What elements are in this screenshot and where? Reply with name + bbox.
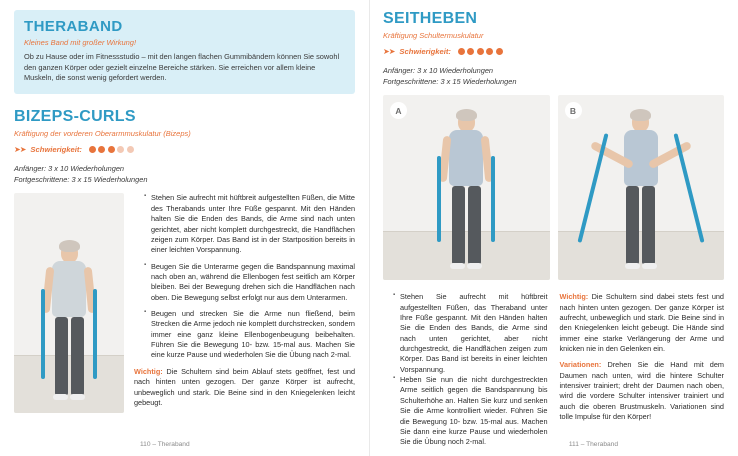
difficulty-dot <box>467 48 474 55</box>
difficulty-dot <box>108 146 115 153</box>
double-arrow-icon: ➤➤ <box>383 47 395 56</box>
left-reps <box>14 163 355 185</box>
left-reps-beginner: Anfänger: 3 x 10 Wiederholungen <box>14 164 125 174</box>
right-exercise-title: SEITHEBEN <box>383 10 478 27</box>
figure-shoe-left <box>450 263 465 269</box>
right-variation-label: Variationen: <box>559 360 602 370</box>
figure-leg-right <box>642 186 655 264</box>
intro-title: THERABAND <box>24 18 123 35</box>
left-difficulty-dots <box>89 146 134 153</box>
step-item: ▪ Beugen und strecken Sie die Arme nun fließend, beim Strecken die Arme jedoch nie komplett durchstrecken, sondern immer eine ganz kleine Ellenbogenbeugung beibehalten. Führen Sie die Bewegung 10- bzw. 15-mal aus. Machen Sie eine kurze Pause und wiederholen Sie die Übung nach 2-mal. <box>144 309 355 361</box>
right-steps-column <box>383 292 548 453</box>
figure-illustration <box>615 112 667 269</box>
figure-legs <box>53 317 85 395</box>
right-variation <box>560 360 725 422</box>
left-body <box>14 193 355 413</box>
left-note-label: Wichtig: <box>134 366 163 376</box>
step-item: ▪ Stehen Sie aufrecht mit hüftbreit aufgestellten Füßen, die Mitte des Therabands unter Ihre Füße gespannt. Mit den Händen halten Sie die Enden des Bands, die Arme sind nach unten gerichtet, aber nicht komplett durchgestreckt, die Handflächen zeigen zum Körper. Das Band ist in der Startposition bereits in einer leichten Vorspannung. <box>144 193 355 255</box>
left-text-column <box>134 193 355 413</box>
right-exercise-subtitle: Kräftigung Schultermuskulatur <box>383 31 484 40</box>
photo-badge-b: B <box>565 102 582 119</box>
figure-shoes <box>440 264 492 269</box>
right-page-footer: 111 – Theraband <box>568 441 618 448</box>
figure-shoes <box>43 395 95 400</box>
figure-hair <box>59 240 80 252</box>
right-notes-column <box>560 292 725 453</box>
right-variation-text: Drehen Sie die Hand mit dem Daumen nach unten, wird die hintere Schulter intensiver trainiert; dreht der Daumen nach oben, wird die vordere Schulter intensiver trainiert und auch die oberen Brustmuskeln. Variationen sind tolle Impulse für den Körper! <box>559 360 724 422</box>
right-reps-beginner: Anfänger: 3 x 10 Wiederholungen <box>383 66 494 75</box>
right-difficulty-row <box>383 47 724 56</box>
intro-text: Ob zu Hause oder im Fitnessstudio – mit den langen flachen Gummibändern können Sie sowohl den ganzen Körper oder gezielt einzelne Bereiche stärken. Sie erreichen vor allem kleine Muskeln, die sonst wenig gefordert werden. <box>24 52 340 83</box>
right-reps-advanced: Fortgeschrittene: 3 x 15 Wiederholungen <box>383 77 517 87</box>
difficulty-dot <box>98 146 105 153</box>
double-arrow-icon: ➤➤ <box>14 145 26 155</box>
left-page-footer: 110 – Theraband <box>140 441 190 448</box>
right-note-text: Die Schultern sind dabei stets fest und nach hinten unten gezogen. Der ganze Körper ist aufrecht, unbeweglich und stark. Die Beine sind in den Kniegelenken leicht gebeugt. Die Hände sind immer eine starke Verlängerung der Arme und knicken nie in den Gelenken ein. <box>559 292 724 354</box>
step-item: ▪ Heben Sie nun die nicht durchgestreckten Arme seitlich gegen die Bandspannung bis Schulterhöhe an. Halten Sie kurz und senken Sie die Arme kontrolliert wieder. Führen Sie die Bewegung 10- bzw. 15-mal aus. Machen Sie dann eine kurze Pause und wiederholen Sie die Übung noch 2-mal. <box>393 375 548 448</box>
figure-legs <box>450 186 482 264</box>
right-photo-row <box>383 95 724 280</box>
figure-leg-right <box>71 317 84 395</box>
figure-hair <box>630 109 651 121</box>
theraband-strand-left <box>41 289 45 379</box>
photo-badge-a: A <box>390 102 407 119</box>
difficulty-dot <box>477 48 484 55</box>
figure-illustration <box>440 112 492 269</box>
right-note-label: Wichtig: <box>559 292 589 302</box>
difficulty-dot <box>486 48 493 55</box>
left-exercise-title: BIZEPS-CURLS <box>14 108 136 126</box>
left-exercise-subtitle: Kräftigung der vorderen Oberarmmuskulatur (Bizeps) <box>14 129 191 139</box>
step-item: ▪ Beugen Sie die Unterarme gegen die Bandspannung maximal nach oben an, während die Ellenbogen fest seitlich am Körper bleiben. Bei der Bewegung drehen sich die Handflächen nach oben. Die Bewegung selbst erfolgt nur aus dem Unterarmen. <box>144 262 355 303</box>
difficulty-dot <box>117 146 124 153</box>
figure-leg-left <box>55 317 68 395</box>
figure-leg-left <box>452 186 465 264</box>
figure-shoe-right <box>70 394 85 400</box>
right-text-columns <box>383 292 724 453</box>
figure-shoes <box>615 264 667 269</box>
figure-torso <box>52 261 86 317</box>
right-page <box>369 0 738 456</box>
step-item: ▪ Stehen Sie aufrecht mit hüftbreit aufgestellten Füßen, das Theraband unter Ihre Füße gespannt. Mit den Händen halten Sie die Enden des Bands, die Arme sind nach unten gerichtet, aber nicht durchgestreckt, die Handflächen zeigen zum Körper. Das Band ist bereits in einer leichten Vorspannung. <box>393 292 548 375</box>
difficulty-dot <box>127 146 134 153</box>
right-difficulty-dots <box>458 48 503 55</box>
figure-shoe-right <box>467 263 482 269</box>
right-reps <box>383 65 724 87</box>
figure-leg-left <box>626 186 639 264</box>
figure-torso <box>449 130 483 186</box>
left-reps-advanced: Fortgeschrittene: 3 x 15 Wiederholungen <box>14 175 148 185</box>
intro-box <box>14 10 355 94</box>
difficulty-dot <box>496 48 503 55</box>
figure-leg-right <box>468 186 481 264</box>
figure-shoe-left <box>625 263 640 269</box>
right-step-list <box>383 292 548 447</box>
left-difficulty-row <box>14 145 355 154</box>
figure-hair <box>456 109 477 121</box>
figure-legs <box>625 186 657 264</box>
theraband-strand-right <box>93 289 97 379</box>
theraband-strand-right <box>491 156 495 242</box>
figure-torso <box>624 130 658 186</box>
left-note-text: Die Schultern sind beim Ablauf stets geöffnet, fest und nach hinten unten gezogen. Der ganze Körper ist aufrecht, unbeweglich und stark. Die Beine sind in den Kniegelenken leicht gebeugt. <box>134 366 355 407</box>
figure-shoe-right <box>642 263 657 269</box>
left-difficulty-label: Schwierigkeit: <box>30 145 82 155</box>
left-step-list <box>134 193 355 360</box>
right-note <box>560 292 725 354</box>
difficulty-dot <box>89 146 96 153</box>
figure-head <box>632 112 649 132</box>
left-note <box>134 367 355 408</box>
figure-shoe-left <box>53 394 68 400</box>
exercise-photo-seitheben-a <box>383 95 550 280</box>
figure-head <box>458 112 475 132</box>
left-photo-column <box>14 193 124 413</box>
exercise-photo-bizeps <box>14 193 124 413</box>
figure-illustration <box>43 243 95 400</box>
figure-head <box>61 243 78 263</box>
difficulty-dot <box>458 48 465 55</box>
theraband-strand-left <box>437 156 441 242</box>
exercise-photo-seitheben-b <box>558 95 725 280</box>
intro-subtitle: Kleines Band mit großer Wirkung! <box>24 38 137 47</box>
theraband-strand-right <box>673 133 704 243</box>
right-difficulty-label: Schwierigkeit: <box>399 47 451 56</box>
